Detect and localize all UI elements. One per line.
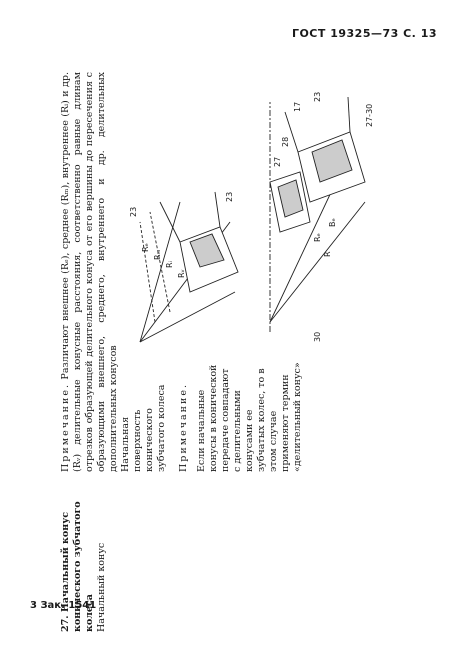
note-secondary-text: Если начальные конусы в конической передаче совпадают с делительными конусами ее зубчатых колес, то в этом случае применяют термин «делительный конус» <box>196 362 303 472</box>
fig1-label-1: 23 <box>129 206 138 217</box>
fig2-label-1: 28 <box>281 136 290 147</box>
note-secondary-label: Примечание. <box>178 383 189 472</box>
fig2-label-4: R <box>323 251 332 257</box>
fig2-label-6: 27-30 <box>365 103 374 127</box>
term-synonym: Начальный конус <box>96 542 107 632</box>
fig2-label-8: 17 <box>293 101 302 112</box>
fig1-label-4: Rᵢ <box>165 261 174 268</box>
fig2-label-5: Bₑ <box>328 218 337 227</box>
subterm-block <box>120 362 304 472</box>
fig1-label-3: Rₘ <box>153 249 162 260</box>
note-secondary <box>178 362 304 472</box>
note-main <box>60 72 120 472</box>
fig1-label-6: 23 <box>225 191 234 202</box>
figure-1-diagram <box>120 72 380 352</box>
fig1-label-2: Rₑ <box>141 243 150 252</box>
fig2-label-7: 30 <box>313 331 322 342</box>
page-footer: 3 Зак. 1541 <box>30 600 97 611</box>
definition-column <box>60 72 374 472</box>
subterm-title: Начальная поверхность конического зубчатого колеса <box>120 384 167 472</box>
note-main-label: Примечание. <box>60 383 71 472</box>
fig2-label-9: 23 <box>313 91 322 102</box>
term-title: 27. Начальный конус конического зубчатого колеса <box>60 501 95 632</box>
figures-area <box>120 72 380 352</box>
page-header: ГОСТ 19325—73 С. 13 <box>291 27 437 40</box>
rotated-content <box>60 72 460 632</box>
fig2-label-2: 27 <box>273 156 282 167</box>
note-main-text: Различают внешнее (Rₑ), среднее (Rₘ), внутреннее (Rᵢ) и др. (Rᵥ) делительные конусные расстояния, соответственно равные длинам отрезков образующей делительного конуса от его вершины до пересечения с образующими внешнего, среднего, внутреннего и др. делительных дополнительных конусов <box>60 72 119 472</box>
fig2-label-3: Rₑ <box>313 233 322 242</box>
fig1-label-5: Rᵥ <box>177 269 186 278</box>
